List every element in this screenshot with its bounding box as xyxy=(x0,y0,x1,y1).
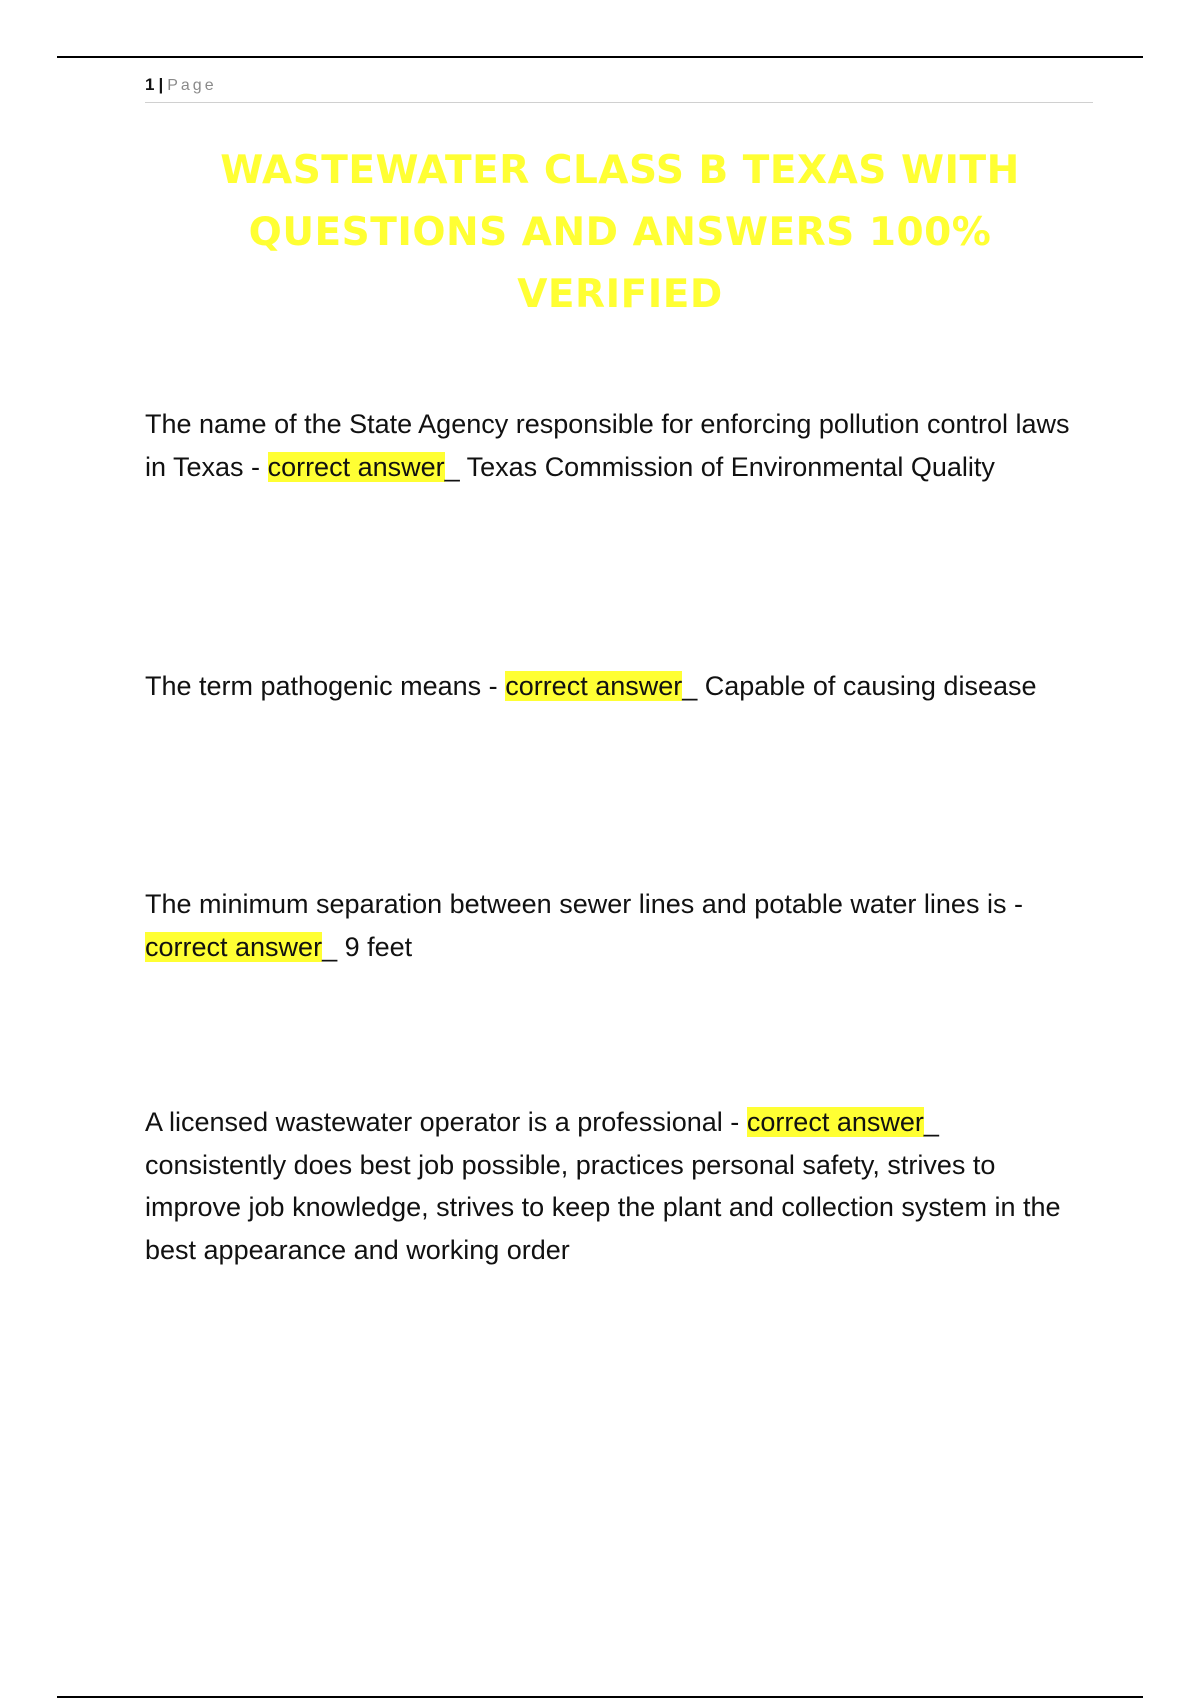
answer-text: _ 9 feet xyxy=(322,931,413,962)
bottom-rule xyxy=(57,1696,1143,1698)
title-line-3: VERIFIED xyxy=(517,272,723,317)
page-label: Page xyxy=(167,77,217,94)
question-text: The term pathogenic means - xyxy=(145,671,506,701)
answer-text: _ Texas Commission of Environmental Quality xyxy=(444,451,995,482)
title-line-1: WASTEWATER CLASS B TEXAS WITH xyxy=(220,148,1020,193)
answer-text: _ Capable of causing disease xyxy=(682,671,1037,701)
top-rule xyxy=(57,56,1143,58)
answer-marker: correct answer xyxy=(145,931,323,962)
qa-item xyxy=(145,883,1085,968)
question-text: The minimum separation between sewer lines and potable water lines is - xyxy=(145,889,1023,919)
answer-marker: correct answer xyxy=(505,671,683,701)
document-title xyxy=(150,140,1090,326)
qa-item xyxy=(145,1101,1085,1271)
title-line-2: QUESTIONS AND ANSWERS 100% xyxy=(248,210,992,255)
qa-item xyxy=(145,403,1085,488)
answer-marker: correct answer xyxy=(746,1107,924,1137)
question-text: The name of the State Agency responsible for enforcing pollution control laws in Texas - xyxy=(145,409,1070,482)
answer-marker: correct answer xyxy=(267,451,445,482)
page-separator: | xyxy=(158,75,164,94)
answer-text: _ consistently does best job possible, practices personal safety, strives to improve job knowledge, strives to keep the plant and collection system in the best appearance and working order xyxy=(145,1107,1061,1265)
page-number: 1 xyxy=(145,75,155,94)
page-header xyxy=(145,72,1093,103)
question-text: A licensed wastewater operator is a professional - xyxy=(145,1107,747,1137)
qa-item xyxy=(145,665,1085,708)
